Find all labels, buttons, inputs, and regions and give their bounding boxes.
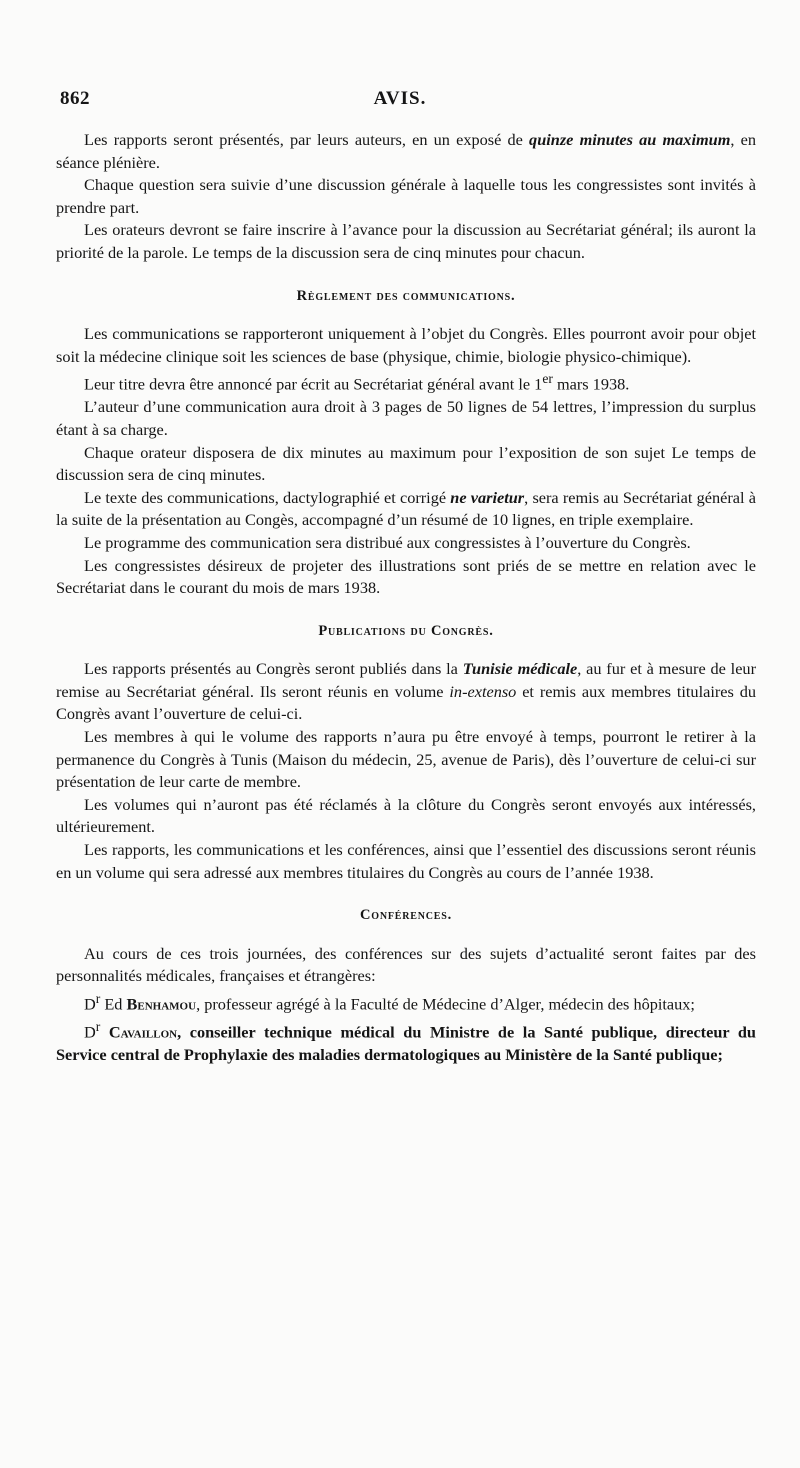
running-header [60,88,740,114]
paragraph: Les congressistes désireux de projeter des illustrations sont priés de se mettre en relation avec le Secrétariat dans le courant du mois de mars 1938. [56,555,756,598]
person-name: Benhamou [126,994,197,1014]
text-run: , au fur et à mesure de leur remise au Secrétariat général. Ils seront réunis en volume [56,659,756,701]
section-heading-reglement: Règlement des communications. [296,287,516,304]
paragraph: Les communications se rapporteront uniquement à l’objet du Congrès. Elles pourront avoir pour objet soit la médecine clinique soit les sciences de base (physique, chimie, biologie physico-chimique). [56,324,756,366]
superscript: r [95,991,101,1007]
text-run: D [84,994,96,1014]
paragraph [56,988,756,1016]
text-run: Les rapports présentés au Congrès seront publiés dans la [84,659,463,679]
body-text [56,129,756,1067]
superscript: er [542,371,553,387]
paragraph: Les volumes qui n’auront pas été réclamés à la clôture du Congrès seront envoyés aux intéressés, ultérieurement. [56,794,756,837]
text-run: Ed [100,994,127,1014]
text-run: , sera remis au Secrétariat général à la suite de la présentation au Congès, accompagné d’un résumé de 10 lignes, en triple exemplaire. [56,487,756,530]
emphasis-text: ne varietur [450,487,525,507]
paragraph: Les membres à qui le volume des rapports n’aura pu être envoyé à temps, pourront le retirer à la permanence du Congrès à Tunis (Maison du médecin, 25, avenue de Paris), dès l’ouverture de celui-ci sur présentation de leur carte de membre. [56,727,756,792]
page-number: 862 [60,88,90,109]
paragraph: Chaque orateur disposera de dix minutes au maximum pour l’exposition de son sujet Le temps de discussion sera de cinq minutes. [56,442,756,485]
text-run: Le texte des communications, dactylographié et corrigé [84,487,451,507]
text-run [100,1022,109,1041]
paragraph [56,1016,756,1067]
paragraph [56,487,756,532]
superscript: r [95,1019,101,1035]
paragraph: Les orateurs devront se faire inscrire à l’avance pour la discussion au Secrétariat général; ils auront la priorité de la parole. Le temps de la discussion sera de cinq minutes pour chacun. [56,220,756,262]
section-heading-publications: Publications du Congrès. [318,622,494,639]
paragraph [56,658,756,726]
emphasis-text: Tunisie médicale [462,659,578,679]
text-run: et remis aux membres titulaires du Congrès avant l’ouverture de celui-ci. [56,681,756,724]
paragraph [56,368,756,396]
text-run: mars 1938. [552,374,630,394]
paragraph: Les rapports, les communications et les conférences, ainsi que l’essentiel des discussions seront réunis en un volume qui sera adressé aux membres titulaires du Congrès au cours de l’année 1938. [56,840,756,882]
emphasis-text: in-extenso [449,681,517,701]
paragraph: L’auteur d’une communication aura droit à 3 pages de 50 lignes de 54 lettres, l’impression du surplus étant à sa charge. [56,397,756,439]
paragraph: Au cours de ces trois journées, des conférences sur des sujets d’actualité seront faites par des personnalités médicales, françaises et étrangères: [56,943,756,986]
section-heading-conferences: Conférences. [359,907,453,924]
text-run: , conseiller technique médical du Ministre de la Santé publique, directeur du Service central de Prophylaxie des maladies dermatologiques au Ministère de la Santé publique; [56,1022,756,1065]
text-run: D [84,1022,96,1042]
paragraph: Le programme des communication sera distribué aux congressistes à l’ouverture du Congrès. [84,532,691,552]
text-run: Les rapports seront présentés, par leurs auteurs, en un exposé de [84,130,530,149]
paragraph: Chaque question sera suivie d’une discussion générale à laquelle tous les congressistes sont invités à prendre part. [56,175,756,217]
paragraph [56,129,756,174]
person-name: Cavaillon [108,1022,178,1042]
emphasis-text: quinze minutes au maximum [529,130,731,149]
text-run: Leur titre devra être annoncé par écrit au Secrétariat général avant le 1 [84,374,543,394]
text-run: , en séance plénière. [56,130,756,172]
running-title: AVIS. [373,88,427,109]
text-run: , professeur agrégé à la Faculté de Médecine d’Alger, médecin des hôpitaux; [196,994,695,1014]
